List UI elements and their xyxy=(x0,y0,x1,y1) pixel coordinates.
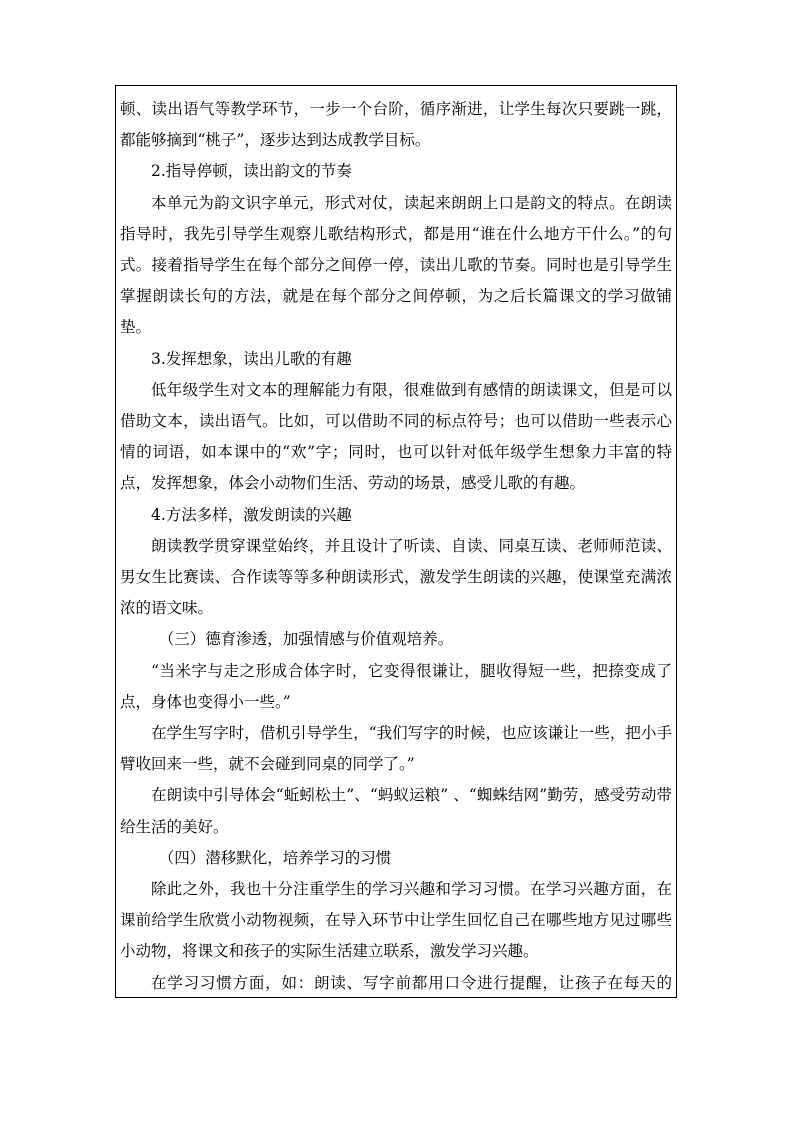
section-heading-habits: （四）潜移默化，培养学习的习惯 xyxy=(158,848,392,867)
paragraph-labor: 在朗读中引导体会“蚯蚓松土”、“蚂蚁运粮” 、“蜘蛛结网”勤劳，感受劳动带给生活的美好。 xyxy=(120,786,672,836)
paragraph-methods: 朗读教学贯穿课堂始终，并且设计了听读、自读、同桌互读、老师师范读、男女生比赛读、合作读等等多种朗读形式，激发学生朗读的兴趣，使课堂充满浓浓的语文味。 xyxy=(120,536,672,618)
subheading-imagination: 3.发挥想象，读出儿歌的有趣 xyxy=(151,349,352,368)
paragraph-habits-continued: 在学习习惯方面，如：朗读、写字前都用口令进行提醒，让孩子在每天的 xyxy=(151,973,672,992)
table-cell-frame xyxy=(115,85,677,998)
section-heading-moral: （三）德育渗透，加强情感与价值观培养。 xyxy=(158,630,454,649)
paragraph-imagination: 低年级学生对文本的理解能力有限，很难做到有感情的朗读课文，但是可以借助文本，读出语气。比如，可以借助不同的标点符号；也可以借助一些表示心情的词语，如本课中的“欢”字；同时，也可以针对低年级学生想象力丰富的特点，发挥想象，体会小动物们生活、劳动的场景，感受儿歌的有趣。 xyxy=(120,380,672,493)
subheading-methods: 4.方法多样，激发朗读的兴趣 xyxy=(151,505,352,524)
paragraph-continued: 顿、读出语气等教学环节，一步一个台阶，循序渐进，让学生每次只要跳一跳，都能够摘到“桃子”，逐步达到达成教学目标。 xyxy=(120,100,672,150)
subheading-pause-rhythm: 2.指导停顿，读出韵文的节奏 xyxy=(151,162,352,181)
paragraph-rhythm: 本单元为韵文识字单元，形式对仗，读起来朗朗上口是韵文的特点。在朗读指导时，我先引导学生观察儿歌结构形式，都是用“谁在什么地方干什么。”的句式。接着指导学生在每个部分之间停一停，读出儿歌的节奏。同时也是引导学生掌握朗读长句的方法，就是在每个部分之间停顿，为之后长篇课文的学习做铺垫。 xyxy=(120,193,672,337)
paragraph-writing: 在学生写字时，借机引导学生，“我们写字的时候，也应该谦让一些，把小手臂收回来一些，就不会碰到同桌的同学了。” xyxy=(120,724,672,774)
text-content xyxy=(120,94,672,998)
paragraph-quote: “当米字与走之形成合体字时，它变得很谦让，腿收得短一些，把捺变成了点，身体也变得小一些。” xyxy=(120,661,672,711)
paragraph-interest: 除此之外，我也十分注重学生的学习兴趣和学习习惯。在学习兴趣方面，在课前给学生欣赏小动物视频，在导入环节中让学生回忆自己在哪些地方见过哪些小动物，将课文和孩子的实际生活建立联系，激发学习兴趣。 xyxy=(120,880,672,961)
